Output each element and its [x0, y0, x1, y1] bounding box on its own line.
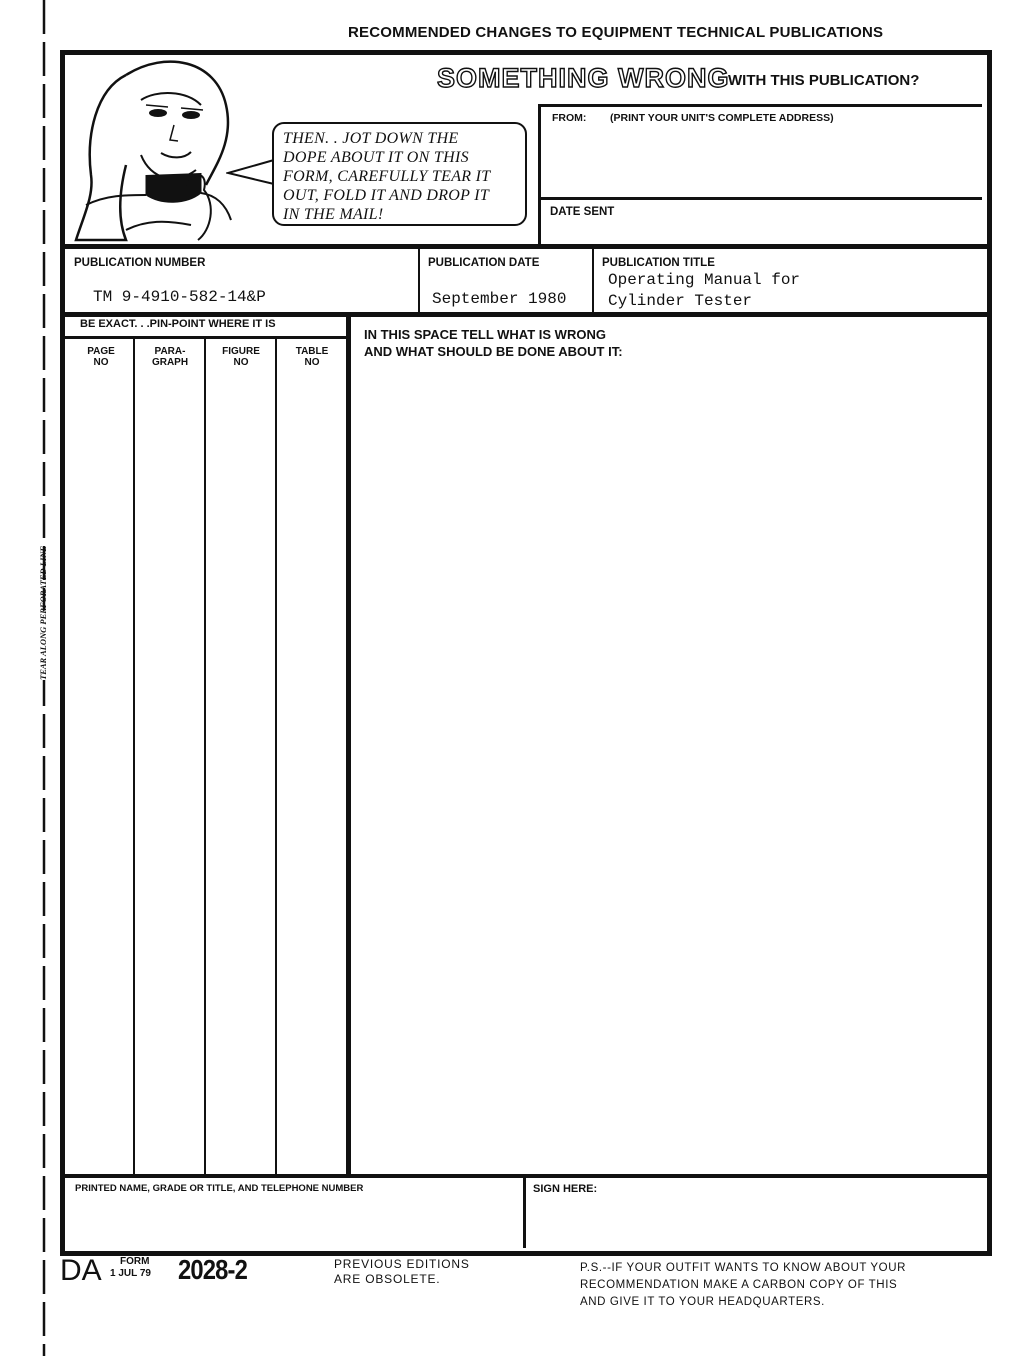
signature-divider — [523, 1176, 526, 1248]
bubble-line: IN THE MAIL! — [283, 206, 384, 223]
col-header-line: PAGE — [87, 346, 115, 357]
something-wrong-headline: SOMETHING WRONG — [437, 63, 730, 93]
previous-editions-line1: PREVIOUS EDITIONS — [334, 1257, 470, 1271]
from-address-field[interactable] — [542, 127, 980, 195]
col-page-no — [68, 346, 134, 368]
tear-line-label: TEAR ALONG PERFORATED LINE — [38, 545, 48, 680]
bubble-line: OUT, FOLD IT AND DROP IT — [283, 187, 490, 204]
ps-line3: AND GIVE IT TO YOUR HEADQUARTERS. — [580, 1296, 825, 1308]
wrong-instruction-line1: IN THIS SPACE TELL WHAT IS WRONG — [364, 327, 606, 342]
publication-number-value: TM 9-4910-582-14&P — [93, 288, 266, 306]
speech-bubble — [272, 122, 527, 226]
bubble-line: DOPE ABOUT IT ON THIS — [283, 149, 469, 166]
wrong-instruction-line2: AND WHAT SHOULD BE DONE ABOUT IT: — [364, 344, 623, 359]
printed-name-label: PRINTED NAME, GRADE OR TITLE, AND TELEPHONE NUMBER — [75, 1183, 364, 1194]
from-box-left-border — [538, 104, 541, 244]
previous-editions-line2: ARE OBSOLETE. — [334, 1272, 441, 1286]
page-col-divider — [133, 338, 135, 1176]
date-sent-label: DATE SENT — [550, 206, 615, 218]
date-sent-field[interactable] — [542, 220, 980, 244]
col-header-line: NO — [233, 357, 249, 368]
form-header-title: RECOMMENDED CHANGES TO EQUIPMENT TECHNICAL PUBLICATIONS — [348, 24, 884, 41]
form-date: 1 JUL 79 — [110, 1268, 151, 1279]
figure-col-divider — [275, 338, 277, 1176]
signature-field[interactable] — [528, 1198, 980, 1244]
pinpoint-label: BE EXACT. . .PIN-POINT WHERE IT IS — [80, 318, 276, 330]
publication-title-line2: Cylinder Tester — [608, 292, 753, 310]
para-col-divider — [204, 338, 206, 1176]
col-header-line: GRAPH — [151, 357, 189, 368]
ps-line2: RECOMMENDATION MAKE A CARBON COPY OF THIS — [580, 1279, 898, 1291]
col-header-line: TABLE — [295, 346, 329, 357]
publication-title-line1: Operating Manual for — [608, 271, 801, 289]
figure-no-field[interactable] — [207, 376, 274, 1172]
col-header-line: NO — [93, 357, 109, 368]
pub-number-divider — [418, 248, 420, 312]
form-identifier — [60, 1254, 320, 1294]
from-label: FROM: — [552, 112, 587, 124]
what-is-wrong-field[interactable] — [356, 364, 980, 1172]
from-box-top-border — [538, 104, 982, 107]
col-figure-no — [207, 346, 275, 368]
publication-date-value: September 1980 — [432, 290, 567, 308]
publication-number-label: PUBLICATION NUMBER — [74, 257, 206, 269]
paragraph-field[interactable] — [136, 376, 203, 1172]
printed-name-field[interactable] — [66, 1198, 520, 1244]
bubble-line: FORM, CAREFULLY TEAR IT — [283, 168, 491, 185]
da-text: DA — [60, 1254, 102, 1287]
table-no-field[interactable] — [278, 376, 345, 1172]
col-header-line: FIGURE — [222, 346, 260, 357]
bubble-line: THEN. . JOT DOWN THE — [283, 130, 459, 147]
col-paragraph — [136, 346, 204, 368]
from-instruction: (PRINT YOUR UNIT'S COMPLETE ADDRESS) — [610, 112, 834, 124]
ps-line1: P.S.--IF YOUR OUTFIT WANTS TO KNOW ABOUT YOUR — [580, 1262, 907, 1274]
speech-bubble-tail — [226, 158, 276, 188]
publication-row-top — [60, 244, 987, 249]
banner-suffix: WITH THIS PUBLICATION? — [728, 72, 920, 89]
publication-title-label: PUBLICATION TITLE — [602, 257, 715, 269]
page-no-field[interactable] — [66, 376, 132, 1172]
col-header-line: NO — [304, 357, 320, 368]
col-table-no — [278, 346, 346, 368]
form-word: FORM — [120, 1256, 150, 1267]
from-date-divider — [538, 197, 982, 200]
sign-here-label: SIGN HERE: — [533, 1183, 598, 1195]
form-number: 2028-2 — [178, 1254, 248, 1285]
pinpoint-right-border — [346, 314, 351, 1176]
cartoon-woman-illustration — [66, 55, 266, 245]
pinpoint-header-line — [64, 336, 348, 339]
publication-date-label: PUBLICATION DATE — [428, 257, 540, 269]
pub-date-divider — [592, 248, 594, 312]
col-header-line: PARA- — [154, 346, 186, 357]
publication-row-bottom — [60, 312, 987, 317]
